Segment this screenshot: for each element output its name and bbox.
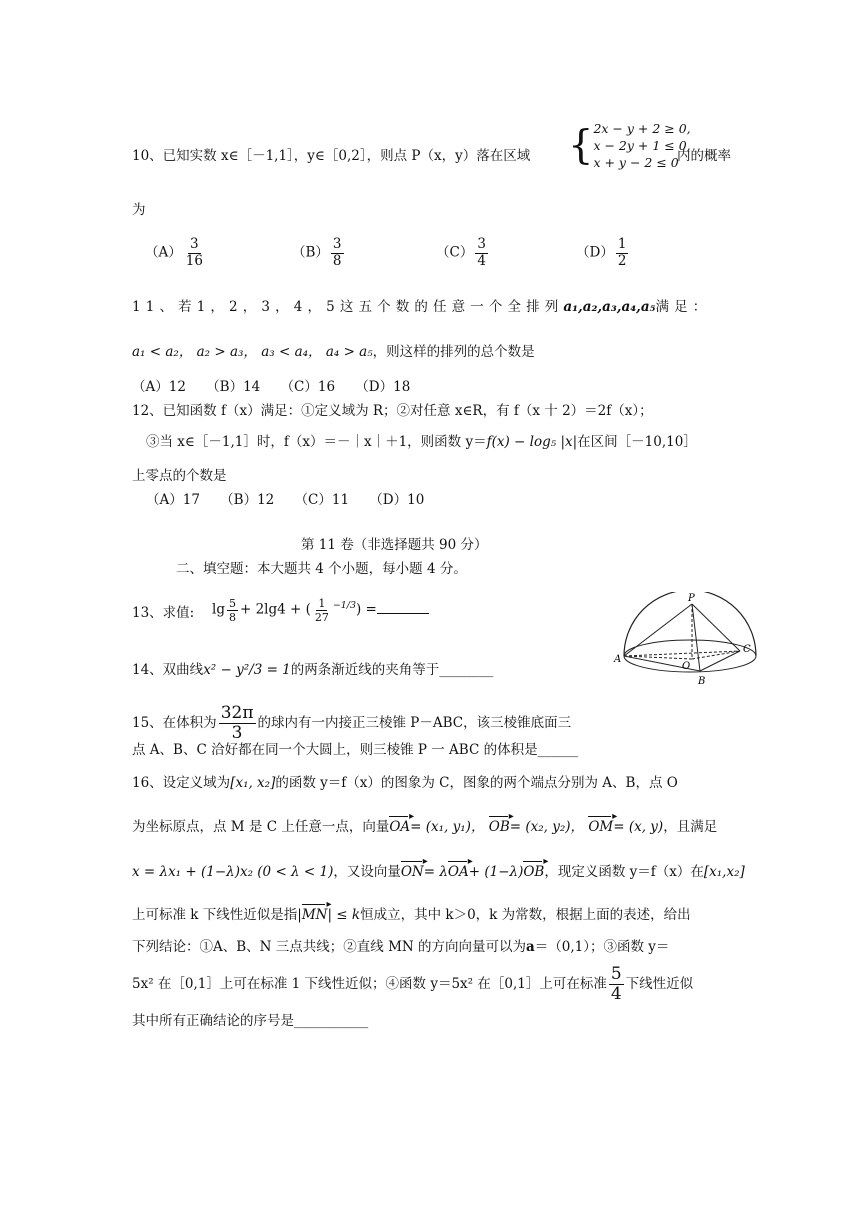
figure-label-p: P (688, 593, 695, 604)
q10-option-b: （B） $\frac{3}{8}$ (292, 236, 342, 269)
q12-stem-line3: 上零点的个数是 (132, 468, 227, 484)
q13-label: 13、求值: (132, 605, 195, 621)
q13-expression: lg $\frac{5}{8}$ + 2lg4 + ( $\frac{1}{27}$ $^{-1/3}$) = (212, 597, 429, 629)
q16-line1: 16、设定义域为[x₁, x₂]的函数 y＝f（x）的图象为 C，图象的两个端点分别为 A、B，点 O (132, 775, 678, 791)
q10-ineq1: 2x − y + 2 ≥ 0, (593, 121, 691, 136)
figure-label-b: B (698, 676, 706, 687)
q10-option-d: （D） $\frac{1}{2}$ (576, 236, 627, 269)
figure-label-a: A (614, 654, 622, 665)
q10-ineq2: x − 2y + 1 ≤ 0, (593, 138, 691, 153)
figure-label-o: O (682, 661, 691, 672)
q16-line5: 下列结论：①A、B、N 三点共线；②直线 MN 的方向向量可以为a＝（0,1）；③函数 y＝ (132, 939, 670, 955)
q10-inequality-system: {2x − y + 2 ≥ 0, x − 2y + 1 ≤ 0, x + y − 2 ≤ 0 (568, 121, 691, 170)
q10-ineq3: x + y − 2 ≤ 0 (593, 155, 679, 170)
q14-line: 14、双曲线x² − y²/3 = 1的两条渐近线的夹角等于________ (132, 662, 494, 678)
q10-stem-end: 内的概率 (677, 148, 731, 164)
q16-line7: 其中所有正确结论的序号是___________ (132, 1013, 369, 1029)
q15-line1: 15、在体积为 $\frac{32\pi}{3}$ 的球内有一内接正三棱锥 P－ABC，该三棱锥底面三 (132, 703, 572, 743)
q10-stem-line2: 为 (132, 202, 146, 218)
q15-line2: 点 A、B、C 洽好都在同一个大圆上，则三棱锥 P 一 ABC 的体积是______ (132, 742, 579, 758)
q16-line2: 为坐标原点，点 M 是 C 上任意一点，向量OA ▸= (x₁, y₁)， OB ▸= (x₂, y₂)， OM ▸= (x, y)，且满足 (132, 818, 717, 836)
q12-stem-line1: 12、已知函数 f（x）满足：①定义域为 R；②对任意 x∈R，有 f（x 十 2）＝2f（x）； (132, 403, 653, 419)
q11-stem-line2: a₁ < a₂， a₂ > a₃， a₃ < a₄， a₄ > a₅，则这样的排列的总个数是 (132, 344, 535, 360)
q12-stem-line2: ③当 x∈［－1,1］时，f（x）＝－｜x｜＋1，则函数 y＝f(x) − log₅ |x|在区间［－10,10］ (146, 434, 697, 450)
q16-line6: 5x² 在［0,1］上可在标准 1 下线性近似；④函数 y＝5x² 在［0,1］上可在标准 $\frac{5}{4}$ 下线性近似 (132, 964, 694, 1004)
hemisphere-pyramid-figure (612, 592, 762, 692)
q10-option-a: （A） $\frac{3}{16}$ (145, 236, 203, 269)
q11-stem-line1: 11、若1，2，3，4，5这五个数的任意一个全排列a₁,a₂,a₃,a₄,a₅满足： (132, 299, 712, 315)
q16-line4: 上可标准 k 下线性近似是指|MN ▸| ≤ k恒成立，其中 k＞0，k 为常数，根据上面的表述，给出 (132, 906, 691, 924)
figure-label-c: C (743, 644, 751, 655)
q16-line3: x = λx₁ + (1−λ)x₂ (0 < λ < 1)，又设向量ON ▸= λOA ▸+ (1−λ)OB ▸，现定义函数 y＝f（x）在[x₁,x₂] (132, 863, 745, 881)
part2-title: 第 11 卷（非选择题共 90 分） (301, 537, 488, 553)
q12-options: （A）17 （B）12 （C）11 （D）10 (146, 492, 425, 508)
q10-stem-line1: 10、已知实数 x∈［－1,1］，y∈［0,2］，则点 P（x，y）落在区域 (132, 148, 531, 164)
part2-instructions: 二、填空题：本大题共 4 个小题，每小题 4 分。 (176, 561, 467, 577)
q11-options: （A）12 （B）14 （C）16 （D）18 (132, 379, 411, 395)
q10-option-c: （C） $\frac{3}{4}$ (436, 236, 486, 269)
